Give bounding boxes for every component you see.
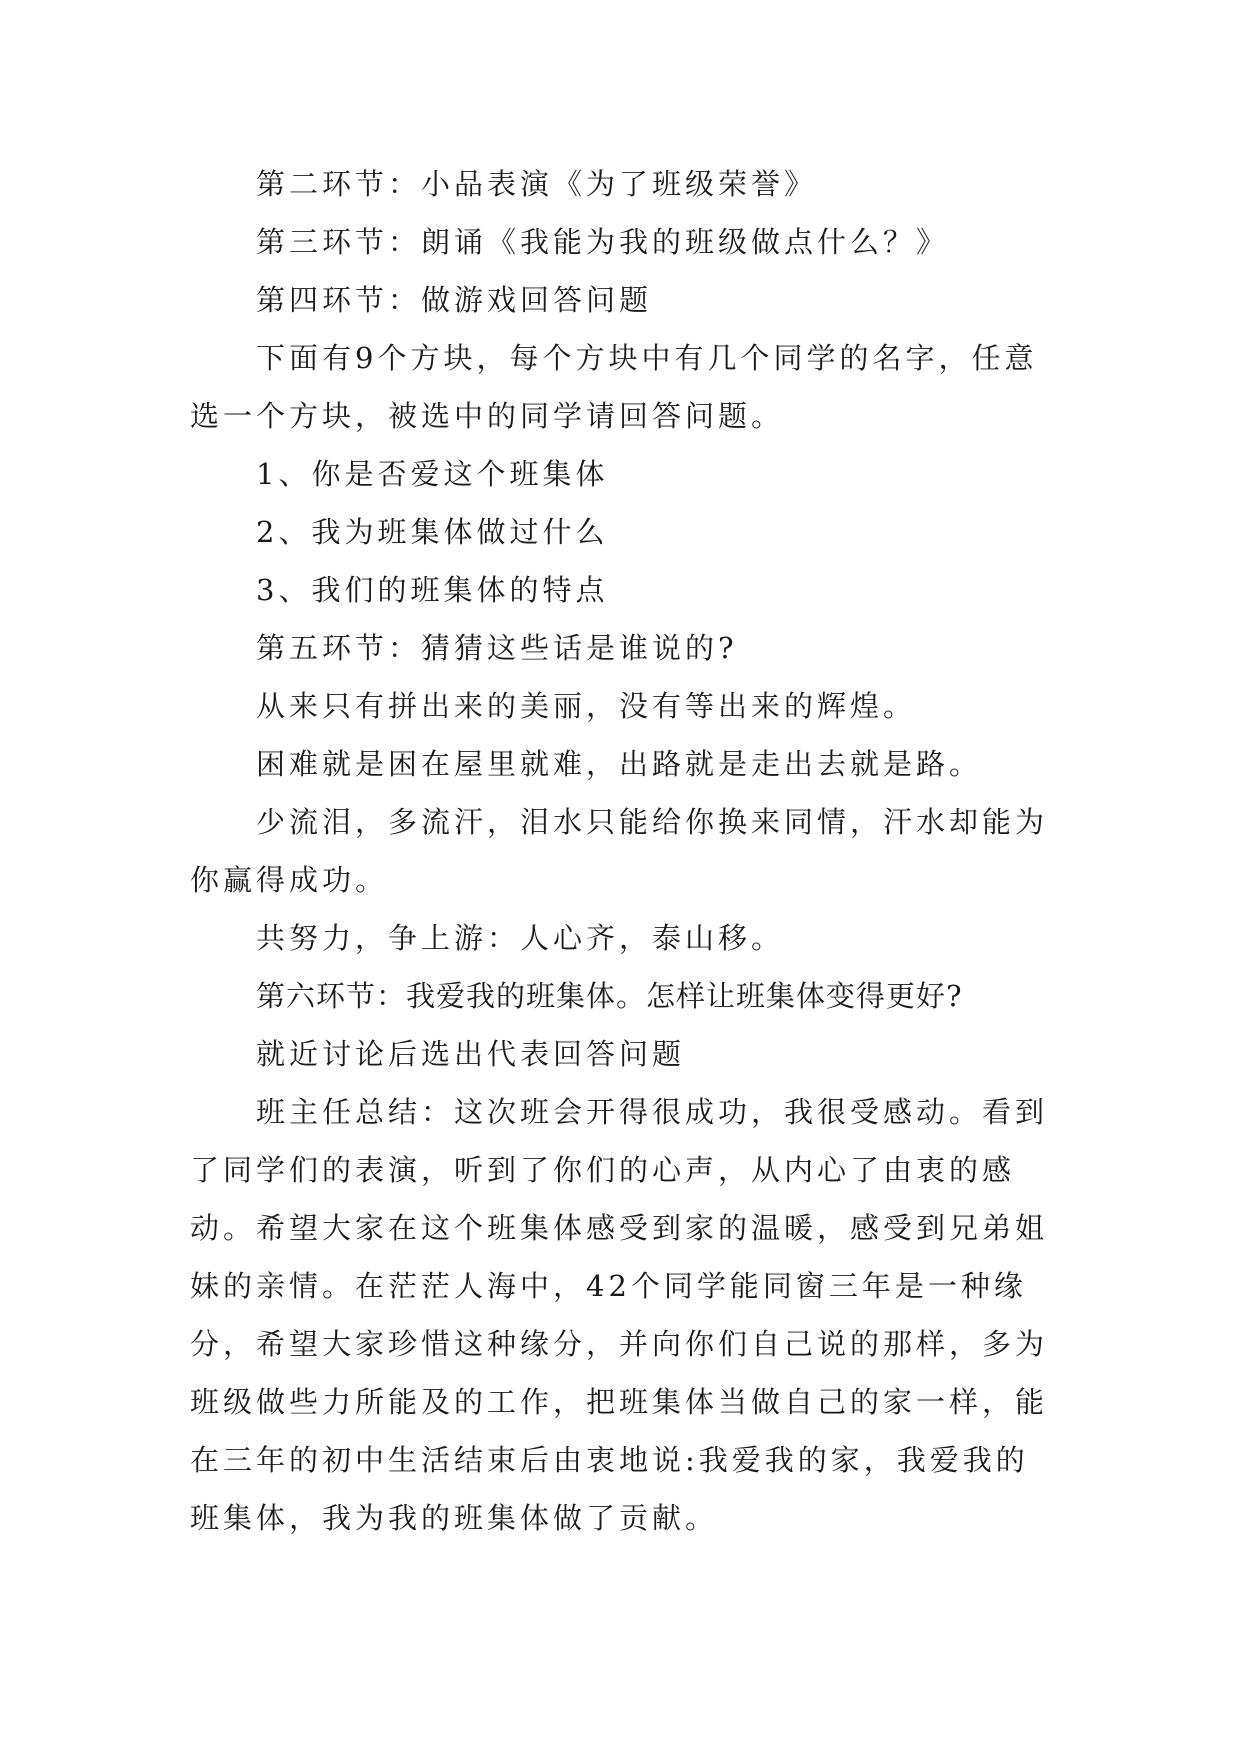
paragraph-section-5: 第五环节：猜猜这些话是谁说的? <box>256 631 738 665</box>
quote-1: 从来只有拼出来的美丽，没有等出来的辉煌。 <box>256 689 917 723</box>
paragraph-section-4: 第四环节：做游戏回答问题 <box>256 283 653 317</box>
quote-2: 困难就是困在屋里就难，出路就是走出去就是路。 <box>256 747 983 781</box>
paragraph-section-3: 第三环节：朗诵《我能为我的班级做点什么？》 <box>256 225 950 259</box>
quote-3: 少流泪，多流汗，泪水只能给你换来同情，汗水却能为你赢得成功。 <box>190 805 1049 897</box>
quote-4: 共努力，争上游：人心齐，泰山移。 <box>256 921 785 955</box>
paragraph-section-6: 第六环节：我爱我的班集体。怎样让班集体变得更好? <box>256 979 963 1013</box>
paragraph-teacher-summary: 班主任总结：这次班会开得很成功，我很受感动。看到了同学们的表演，听到了你们的心声，从内心了由衷的感动。希望大家在这个班集体感受到家的温暖，感受到兄弟姐妹的亲情。在茫茫人海中，42个同学能同窗三年是一种缘分，希望大家珍惜这种缘分，并向你们自己说的那样，多为班级做些力所能及的工作，把班集体当做自己的家一样，能在三年的初中生活结束后由衷地说:我爱我的家，我爱我的班集体，我为我的班集体做了贡献。 <box>190 1095 1049 1535</box>
paragraph-discussion: 就近讨论后选出代表回答问题 <box>256 1037 686 1071</box>
paragraph-game-description: 下面有9个方块，每个方块中有几个同学的名字，任意选一个方块，被选中的同学请回答问题。 <box>190 341 1038 433</box>
document-body <box>190 155 1060 1547</box>
question-item-1: 1、你是否爱这个班集体 <box>256 457 609 491</box>
paragraph-section-2: 第二环节：小品表演《为了班级荣誉》 <box>256 167 818 201</box>
question-item-3: 3、我们的班集体的特点 <box>256 573 609 607</box>
question-item-2: 2、我为班集体做过什么 <box>256 515 609 549</box>
